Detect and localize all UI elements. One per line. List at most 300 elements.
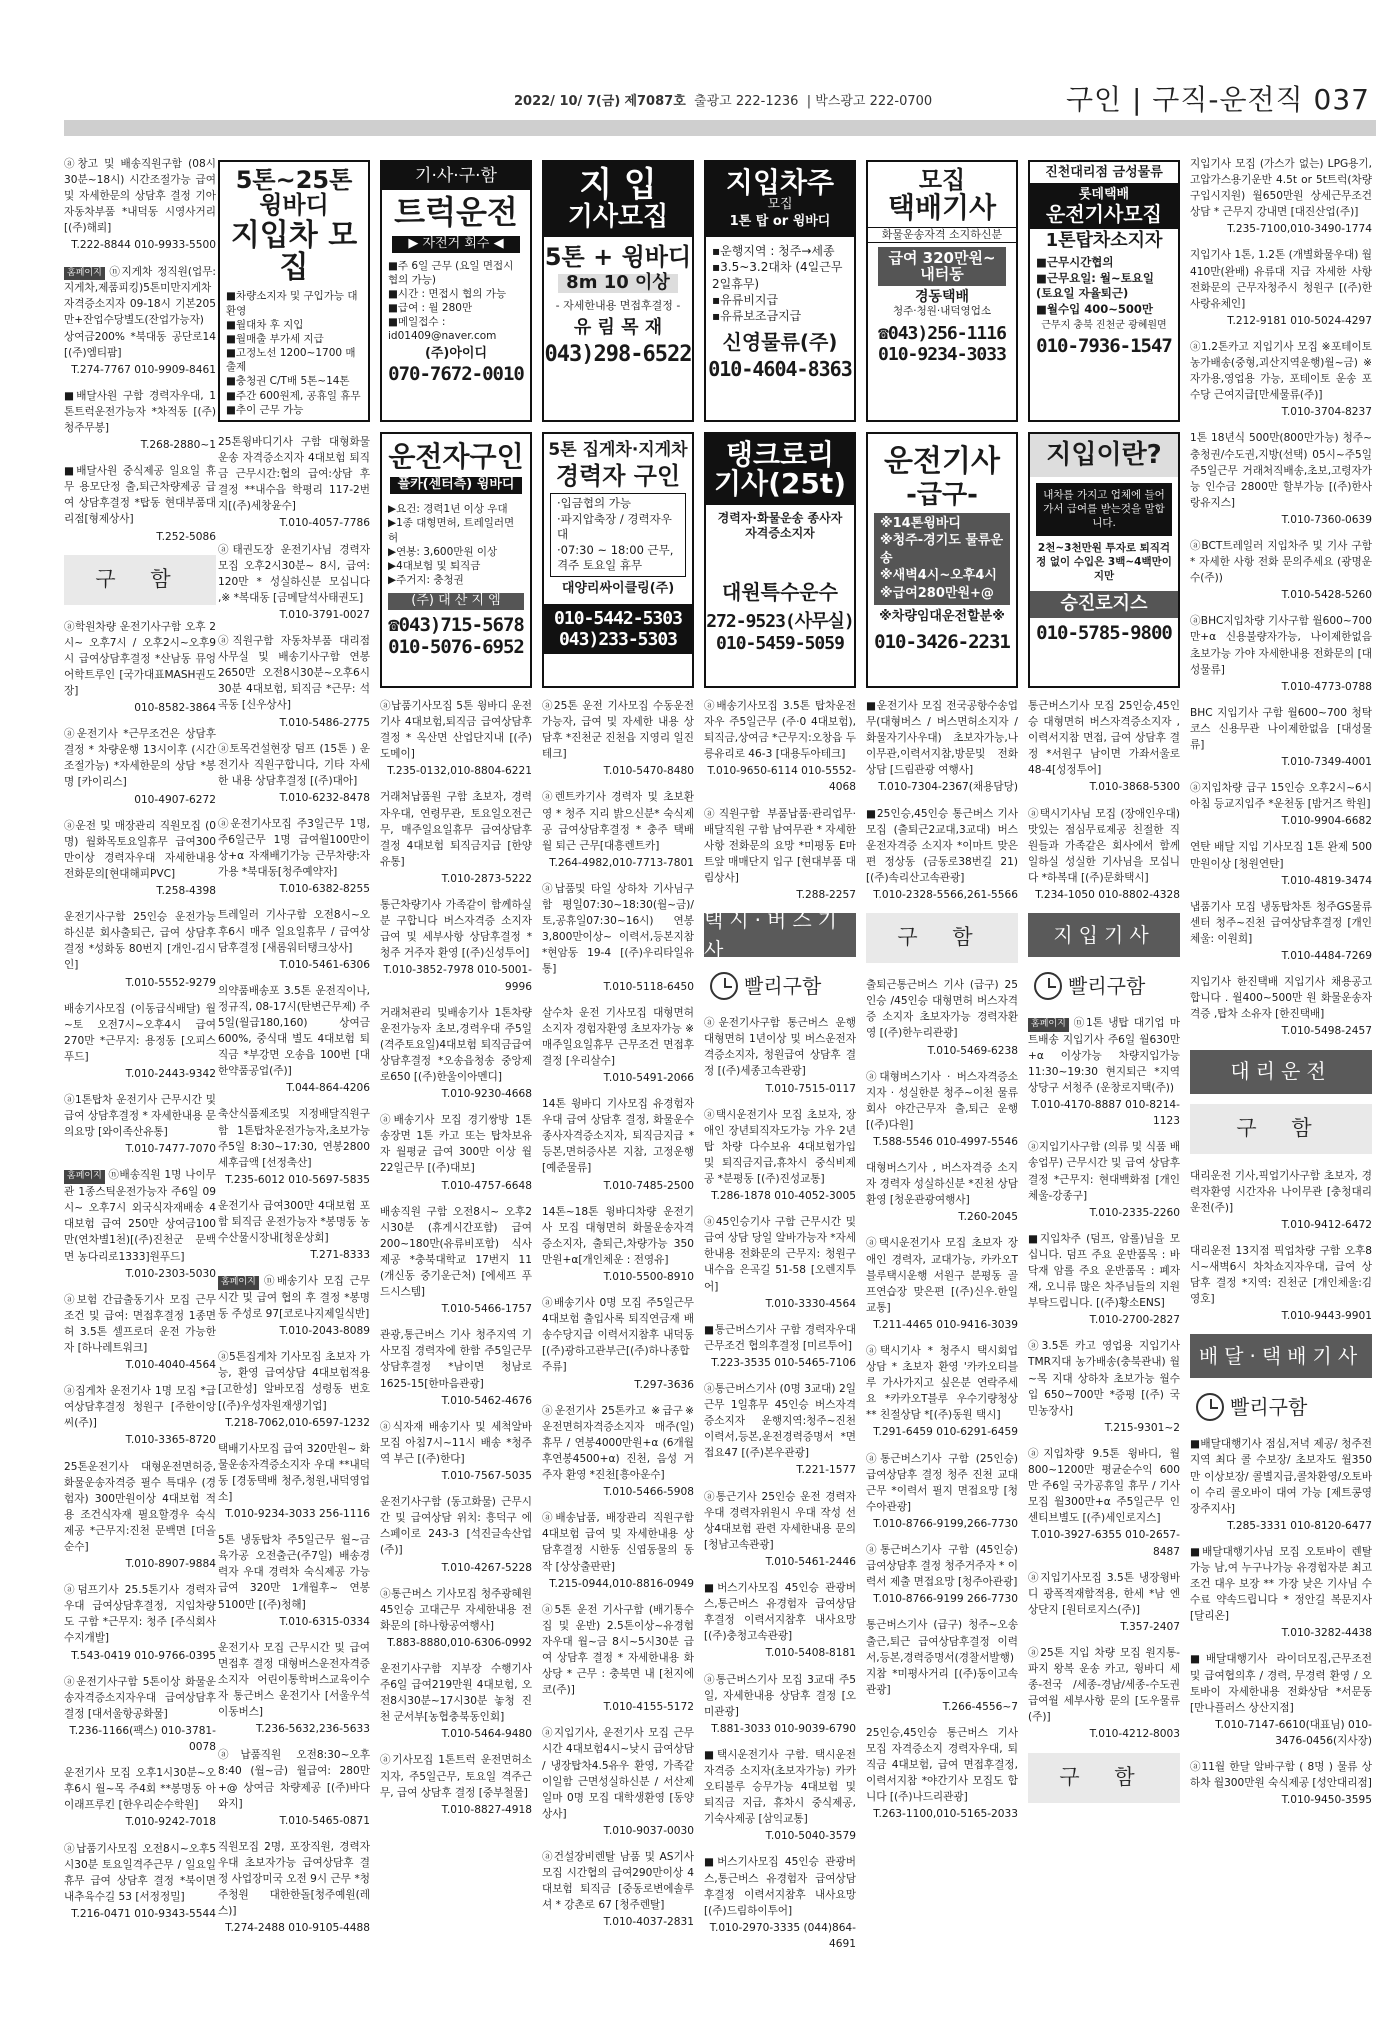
listing-phone: T.010-5461-6306 — [279, 958, 370, 971]
ad-place: 근무지 충북 진천군 광혜원면 — [1041, 320, 1167, 332]
listing-text: ⓐ배송납품, 배장관리 직원구함 4대보험 급여 및 자세한내용 상담후결정 시한동 신엽동물의 동작 [상상출판판] — [542, 1512, 694, 1573]
listing-entry — [64, 156, 216, 254]
listing-entry — [218, 1441, 370, 1522]
listing-phone: T.274-2488 010-9105-4488 — [225, 1922, 370, 1935]
listing-entry — [1028, 1015, 1180, 1129]
listing-phone: T.010-5466-1757 — [441, 1303, 532, 1316]
listing-text: ■배달사원 중식제공 일요일 휴무 용모단정 출,퇴근차량제공 급여 상담후결정 *탑동 현대부품대리점[형제상사] — [64, 465, 216, 526]
listing-column-4 — [542, 698, 694, 2018]
clock-icon — [1034, 972, 1062, 1000]
listing-text: ⓐ지입차량 9.5톤 윙바디, 월800~1200만 평균순수익 600만 주6일 국가공휴일 휴무 / 기사모집 월300만+α 주5일근무 인센티브별도 [(주)세인로지스] — [1028, 1447, 1180, 1525]
urgent-banner — [710, 967, 856, 1005]
ad-jiip-gisa: 지 입 기사모집 5톤 + 윙바디 8m 10 이상 - 자세한내용 면접후결정 - 유 림 목 재 043)298-6522 — [542, 160, 694, 422]
listing-phone: 010-4907-6272 — [134, 793, 216, 806]
listing-text: 14톤~18톤 윙바디차량 운전기사 모집 대형면허 화물운송자격증소지자, 출퇴근,차량가능 350만원+α[개인체운 : 전영유] — [542, 1205, 694, 1266]
listing-entry — [866, 1069, 1018, 1150]
listing-entry — [1190, 899, 1372, 964]
listing-entry — [218, 1349, 370, 1430]
listing-phone: T.010-9234-3033 256-1116 — [225, 1508, 370, 1521]
listing-entry — [542, 698, 694, 779]
ad-title: 5톤 집게차·지게차 — [548, 440, 688, 460]
listing-entry — [218, 1640, 370, 1738]
listing-text: 대리운전 기사,픽업기사구함 초보자, 경력자환영 시간자유 나이무관 [충청대리운전(주)] — [1190, 1169, 1372, 1214]
listing-phone: T.010-2303-5030 — [125, 1267, 216, 1280]
listing-text: ⓐ창고 및 배송직원구함 (08시30분~18시) 시간조절가능 급여 및 자세한문의 상담후 결정 기아자동차부품 *내덕동 시영사거리[(주)해뢰] — [64, 158, 216, 235]
listing-phone: T.010-8827-4918 — [441, 1803, 532, 1816]
listing-text: ■배달대행기사님 모집 오토바이 렌탈 가능 남,여 누구나가능 유경험자분 최고 조건 대우 보장 ** 가장 낮은 기사님 수수료 약속드립니다 * 정안길 복문지사 [달리온] — [1190, 1545, 1372, 1623]
listing-entry — [64, 1383, 216, 1448]
listing-phone: T.266-4556~7 — [942, 1700, 1018, 1713]
listing-entry — [866, 1160, 1018, 1225]
listing-entry — [218, 1106, 370, 1187]
listing-phone: T.010-5498-2457 — [1281, 1025, 1372, 1038]
listing-phone: T.010-5465-0871 — [279, 1814, 370, 1827]
ad-line: ▪운행지역 : 청주→세종 — [712, 244, 835, 259]
ad-line: ※14톤윙바디 — [880, 515, 961, 531]
ad-details — [382, 257, 530, 346]
ad-title: 운전자구인 — [388, 440, 524, 473]
homepage-badge: 홈페이지 — [64, 267, 105, 281]
listing-phone: T.010-9904-6682 — [1281, 815, 1372, 828]
listing-phone: T.218-7062,010-6597-1232 — [225, 1416, 370, 1429]
urgent-label: 빨리구함 — [744, 973, 822, 998]
listing-phone: T.252-5086 — [156, 530, 216, 543]
listing-phone: T.010-5408-8181 — [765, 1647, 856, 1660]
listing-text: ⓐ배송기사 0명 모집 주5일근무 4대보험 출입사록 퇴직연금재 배송수당지급 이력서지참후 내덕동[(주)광하고관부근[(주)하나종합주류] — [542, 1297, 694, 1374]
listing-text: ⓐ납품기사모집 오전8시~오후5시30분 토요일격주근무 / 일요일 휴무 급여 상담후 결정 *북이면 내추육수길 53 [서정정밀] — [64, 1842, 216, 1903]
listing-text: 지입기사 모집 (가스가 없는) LPG용기,고압가스용기운반 4.5t or 5t트럭(차량구입시지원) 월650만원 상세근무조건상담 * 근무지 강내면 [대진산업(주)] — [1190, 158, 1372, 219]
listing-entry — [218, 1532, 370, 1630]
listing-text: ⓐ직원구함 자동차부품 대리점 사무실 및 배송기사구함 연봉 2650만 오전8시30분~오후6시30분 4대보험, 퇴직금 *근무: 석곡동 [신우상사] — [218, 635, 370, 712]
ad-title: 지 입 — [579, 165, 657, 205]
listing-phone: T.235-0132,010-8804-6221 — [387, 765, 532, 778]
ad-details — [382, 500, 530, 589]
listing-phone: T.010-3791-0027 — [279, 608, 370, 621]
listing-entry — [380, 1586, 532, 1651]
listing-text: ⓐ운전 및 매장관리 직원모집 (0명) 월화목토요일휴무 급여300만이상 경력자우대 자세한내용 전화문의[현대해피PVC] — [64, 819, 216, 880]
listing-entry — [1028, 806, 1180, 904]
listing-text: ⓐ직원구함 부품납품·관리업무·배달직원 구함 남여무관 * 자세한 사항 전화문의 요망 *미평동 E마트앞 매매단지 입구 [현대부품 대림상사] — [704, 807, 856, 884]
listing-text: ⓐ25톤 운전 기사모집 수동운전가능자, 급여 및 자세한 내용 상담후 *진천군 진천읍 지영리 일진테크] — [542, 700, 694, 761]
listing-text: 직원모집 2명, 포장직원, 경력자우대 초보자가능 급여상담후 결정 사업장미국 오전 9시 근무 *청주청원 대한한돌[청주예원(레스)] — [218, 1840, 370, 1918]
listing-entry — [64, 264, 216, 378]
listing-phone: T.010-7147-6610(대표님) 010-3476-0456(지사장) — [1215, 1718, 1372, 1747]
clock-icon — [710, 972, 738, 1000]
listing-phone: T.010-3852-7978 010-5001-9996 — [383, 964, 532, 993]
category-header: 대리운전 — [1190, 1050, 1372, 1094]
ad-subtitle: 1톤 탑 or 윙바디 — [729, 214, 831, 230]
listing-phone: T.010-4037-2831 — [603, 1916, 694, 1929]
listing-entry — [218, 1273, 370, 1339]
listing-entry — [704, 1854, 856, 1952]
listing-entry — [1190, 156, 1372, 237]
issue-number: 제7087호 — [624, 94, 686, 109]
ad-line: ·입금협의 가능 — [557, 496, 631, 511]
ad-details — [1030, 253, 1178, 319]
listing-entry — [64, 1841, 216, 1922]
listing-text: ⓐ지입기사구함 (의류 및 식품 배송업무) 근무시간 및 급여 상담후 결정 *근무지: 현대백화점 [개인체울-강종구] — [1028, 1141, 1180, 1202]
listing-phone: T.010-4819-3474 — [1281, 874, 1372, 887]
listing-text: ■배달대행기사 라이더모집,근무조전 및 급여협의후 / 경력, 무경력 환영 / 오토바이 자세한내용 전화상담 *서문동 [만나플러스 상산지점] — [1190, 1653, 1372, 1714]
ad-line: ■고정노선 1200~1700 매출제 — [226, 347, 356, 374]
listing-text: ⓐ지입차량 급구 15인승 오후2시~6시 아침 등교지입주 *운천동 [밤거즈 학원] — [1190, 782, 1372, 811]
listing-entry — [1190, 1759, 1372, 1808]
listing-column-7 — [1028, 698, 1180, 2018]
ad-taekbae-gisa — [866, 160, 1018, 422]
listing-phone: T.883-8880,010-6306-0992 — [387, 1636, 532, 1649]
listing-phone: T.010-5461-2446 — [765, 1555, 856, 1568]
listing-entry — [1190, 1544, 1372, 1642]
ad-phone: 010-5785-9800 — [1036, 622, 1172, 645]
listing-phone: T.010-9242-7018 — [125, 1816, 216, 1829]
listing-phone: T.236-1166(팩스) 010-3781-0078 — [69, 1724, 216, 1754]
ad-urgent-driver — [866, 432, 1018, 688]
listing-entry — [64, 1765, 216, 1830]
page-number: 037 — [1313, 83, 1370, 116]
listing-text: 지입기사 1톤, 1.2톤 (개별화물우대) 월410만(완배) 유류대 지급 자세한 사항 전화문의 근무자청주시 청원구 [(주)한사랑유체인] — [1190, 249, 1372, 310]
listing-entry — [218, 1839, 370, 1937]
listing-entry — [218, 1198, 370, 1263]
ad-line: ■근무시간협의 — [1036, 255, 1114, 270]
listing-entry — [64, 463, 216, 544]
category-header: 구 함 — [1028, 1753, 1180, 1803]
listing-entry — [704, 1322, 856, 1371]
listing-entry — [542, 1602, 694, 1716]
listing-entry — [380, 698, 532, 779]
ad-pay: 급여 320만원~ — [888, 248, 996, 267]
ad-title: 지입차주 — [725, 166, 835, 199]
listing-entry — [380, 1005, 532, 1103]
listing-text: 통근차량기사 가족같이 함께하실분 구합니다 버스자격증 소지자 급여 및 세부사항 상담후결정 * 청주 거주자 환영 [(주)신성투어] — [380, 899, 532, 960]
listing-phone: T.543-0419 010-9766-0395 — [71, 1649, 216, 1662]
listing-entry — [542, 1725, 694, 1839]
ad-company: 대양리싸이클링(주) — [561, 580, 675, 596]
ad-subtitle: 화물운송자격 소지하신분 — [868, 227, 1016, 243]
listing-phone: T.010-5469-6238 — [927, 1044, 1018, 1057]
listing-entry — [64, 726, 216, 807]
listing-phone: T.010-4057-7786 — [279, 517, 370, 530]
listing-phone: T.285-3331 010-8120-6477 — [1227, 1519, 1372, 1532]
listing-phone: T.010-9450-3595 — [1281, 1794, 1372, 1807]
ad-text: 2천~3천만원 투자로 퇴직걱정 없이 수입은 3백~4백만이지만 — [1036, 542, 1172, 582]
listing-entry — [1190, 538, 1372, 603]
listing-phone: T.215-0944,010-8816-0949 — [549, 1577, 694, 1590]
category-header: 배달·택배기사 — [1190, 1334, 1372, 1378]
ad-note: - 자세한내용 면접후결정 - — [555, 299, 681, 313]
listing-entry — [1028, 698, 1180, 796]
listing-phone: T.010-9443-9901 — [1281, 1310, 1372, 1323]
ad-truck-type: 윙바디 — [621, 242, 692, 271]
ad-line: ■충청권 C/T배 5톤~14톤 — [226, 375, 350, 388]
listing-text: ⓐ택시운전기사 모집 초보자 장애인 경력자, 교대가능, 카카오T블루택시운행 서원구 분평동 골프연습장 맞은편 [(주)신우.한일교통] — [866, 1237, 1018, 1314]
listing-text: 1톤 18년식 500만(800만가능) 청주~충청권/수도권,지방(선택) 05시~주5일 주5일근무 거래처직배송,초보,고령자가능 인수금 2800만 할부가능 [(주)한사랑유지스] — [1190, 432, 1372, 509]
listing-phone: T.234-1050 010-8802-4328 — [1035, 889, 1180, 902]
listing-text: ■배달대행기사 점심,저녁 제공/ 청주전지역 최다 콜 수보장/ 초보자도 월350만 이상보장/ 콜별지급,콜차환영/오토바이 수리 콜오바이 대여 가능 [제트콩영장주지사] — [1190, 1438, 1372, 1515]
listing-text: 통근버스기사 모집 25인승,45인승 대형면허 버스자격증소지자 ,이력서지참 면접, 급여 상담후 결정 *서원구 남이면 가좌서울로 48-4[성정투어] — [1028, 700, 1180, 777]
listing-phone: T.260-2045 — [958, 1211, 1018, 1224]
listing-entry — [380, 1419, 532, 1484]
ad-phone: 272-9523(사무실) — [706, 610, 854, 632]
ad-phone: 010-9234-3033 — [878, 343, 1006, 365]
listing-entry — [218, 816, 370, 897]
listing-phone: T.223-3535 010-5465-7106 — [711, 1356, 856, 1369]
listing-phone: T.010-4267-5228 — [441, 1561, 532, 1574]
listing-text: ■25인승,45인승 통근버스 기사 모집 (출퇴근2교대,3교대) 버스운전자격증 소지자 *이마트 맞은편 정상동 (금동로38번길 21) [(주)속리산고속관광] — [866, 807, 1018, 884]
listing-entry — [704, 698, 856, 796]
listing-entry — [64, 1292, 216, 1373]
listing-entry — [1190, 613, 1372, 694]
listing-entry — [64, 1674, 216, 1755]
listing-text: ⓐ운전기사 25톤카고 ※급구※ 운전면허자격증소지자 매주(일)휴무 / 연봉4000만원+α (6개월후연봉4500+α) 진천, 음성 거주자 환영 *진천[흥아운수] — [542, 1404, 694, 1482]
ad-forklift-driver — [542, 432, 694, 688]
listing-phone: T.010-4212-8003 — [1089, 1728, 1180, 1741]
listing-text: ⓐ기사모집 1톤트럭 운전면허소지자, 주5일근무, 토요일 격주근무, 급여 상담후 결정 [중부철물] — [380, 1754, 532, 1799]
listing-entry — [1028, 1338, 1180, 1436]
listing-phone: T.010-5552-9279 — [125, 976, 216, 989]
listing-phone: T.588-5546 010-4997-5546 — [873, 1135, 1018, 1148]
ad-line: ▶주거지: 충청권 — [388, 574, 464, 587]
listing-phone: T.271-8333 — [310, 1249, 370, 1262]
listing-entry — [218, 542, 370, 623]
listing-column-2 — [218, 434, 370, 2018]
ad-line: ■급여 : 월 280만 — [388, 302, 473, 315]
listing-phone: T.010-7360-0639 — [1281, 513, 1372, 526]
listing-entry — [542, 1403, 694, 1501]
listing-text: ■버스기사모집 45인승 관광버스,통근버스 유경험자 급여상담후결정 이력서지참후 내사요망 [(주)드림하이투어] — [704, 1856, 856, 1917]
ad-line: ▪유류보조금지급 — [712, 308, 802, 323]
ad-company: (주) 대 산 지 엠 — [388, 593, 524, 610]
listing-entry — [380, 789, 532, 887]
listing-text: ⓐ통근버스기사 구함 (25인승) 급여상담후 결정 청주 진천 교대근무 *이력서 필지 면접요망 [청수아관광] — [866, 1452, 1018, 1513]
listing-column-6 — [866, 698, 1018, 2018]
listing-text: ■버스기사모집 45인승 관광버스,통근버스 유경험자 급여상담후결정 이력서지참후 내사요망 [(주)충청고속관광] — [704, 1582, 856, 1643]
listing-phone: T.010-9037-0030 — [603, 1824, 694, 1837]
ad-driver-wanted — [380, 432, 532, 688]
listing-entry — [218, 983, 370, 1097]
section-name: 구인 | 구직-운전직 — [1065, 83, 1304, 116]
listing-phone: T.010-4757-6648 — [441, 1179, 532, 1192]
ad-company: 유 림 목 재 — [573, 317, 663, 339]
listing-entry — [542, 1005, 694, 1086]
ad-title: 트럭운전 — [394, 193, 518, 232]
box-ad-phone: 박스광고 222-0700 — [815, 94, 933, 109]
listing-text: 25인승,45인승 통근버스 기사 모집 자격증소지 경력자우대, 퇴직금 4대보험, 급여 면접후결정, 이력서지참 *야간기사 모집도 합니다 [(주)나드리관광] — [866, 1726, 1018, 1804]
ad-title: 기사(25t) — [713, 467, 847, 501]
listing-text: 거래처관리 및배송기사 1톤차량운전가능자 초보,경력우대 주5일(격주토요일)4대보험 퇴직금급여 상담후결정 *오송읍청송 중앙제로650 [(주)한울이아멘디] — [380, 1006, 532, 1083]
homepage-badge: 홈페이지 — [64, 1170, 105, 1184]
ad-line: ■차량소지자 및 구입가능 대환영 — [226, 290, 358, 317]
listing-phone: T.010-5466-5908 — [603, 1486, 694, 1499]
listing-text: 배송기사모집 (이동급식배달) 월~토 오전7시~오후4시 급여 270만 *근무지: 용정동 [오피스푸드] — [64, 1002, 216, 1063]
listing-entry — [704, 1214, 856, 1312]
ad-line: ▶4대보험 및 퇴직금 — [388, 559, 481, 572]
listing-text: ⓐ택시운전기사 모집 초보자, 장애인 장년퇴직자도가능 가우 2년탑 차량 다수보유 4대보험가입 및 퇴직금지급,휴차시 중식비제공 *분평동 [(주)진성교통] — [704, 1108, 856, 1185]
listing-phone: T.010-5491-2066 — [603, 1071, 694, 1084]
listing-phone: T.010-7515-0117 — [765, 1082, 856, 1095]
listing-entry — [218, 907, 370, 972]
listing-phone: T.010-5464-9480 — [441, 1728, 532, 1741]
ad-title: 지입이란? — [1030, 434, 1178, 477]
listing-phone: T.010-6232-8478 — [279, 791, 370, 804]
listing-text: 25톤운전기사 대형운전면허증, 화물운송자격증 필수 특대우 (경험자) 300만원이상 4대보험 적용 조건식자재 필요할경우 숙식제공 *근무지:진천 문백면 [더올순수] — [64, 1460, 216, 1553]
ad-details — [550, 493, 686, 577]
listing-entry — [866, 1725, 1018, 1823]
listing-text: 살수차 운전 기사모집 대형면허소지자 경험자환영 초보자가능 ※매주일요일휴무 근무조건 면접후결정 [우리살수] — [542, 1006, 694, 1067]
listing-entry — [64, 1167, 216, 1281]
listing-entry — [1190, 430, 1372, 528]
listing-phone: T.297-3636 — [634, 1378, 694, 1391]
listing-text: ⓐ택시기사 * 청주시 택시회업 상담 * 초보자 환영 '카카오티블루 가사가지고 싶은분 연락주세요 *카카오T블루 우수기량청상 ** 친절상담 *[(주)동원 택시] — [866, 1345, 1018, 1422]
listing-entry — [542, 1849, 694, 1930]
listing-text: ■택시운전기사 구함. 택시운전자격증 소지자(초보자가능) 카카오티불루 승무가능 4대보험 및 퇴직금 지급, 휴차시 중식제공, 기숙사제공 [삼익교통] — [704, 1748, 856, 1826]
ad-line: ■주 6일 근무 (요일 면접시 협의 가능) — [388, 259, 514, 286]
listing-phone: T.236-5632,236-5633 — [256, 1723, 370, 1736]
ad-what-is-jiip — [1028, 432, 1180, 688]
listing-entry — [380, 1494, 532, 1575]
ad-line: ■근무요일: 월~토요일 (토요일 자율퇴근) — [1036, 270, 1154, 301]
listing-text: ⓐBCT트레일러 지입차주 및 기사 구함 * 자세한 사항 전화 문의주세요 (광명운수(주)) — [1190, 539, 1372, 585]
ad-tonnage: 5톤 — [544, 242, 585, 271]
listing-phone: T.216-0471 010-9343-5544 — [71, 1907, 216, 1920]
ad-header: 진천대리점 금성물류 — [1045, 165, 1163, 180]
listing-text: ■운전기사 모집 전국공항수송업무(대형버스 / 버스면허소지자 / 화물자기사우대) 초보자가능,나이무관,이력서지참,방문및 전화상담 [드림관광 여행사] — [866, 700, 1018, 777]
listing-entry — [218, 1747, 370, 1828]
listing-entry — [1028, 1231, 1180, 1329]
listing-text: 냅품기사 모집 냉동탑차톤 청주GS물류센터 청주~진천 급여상담후결정 [개인체울: 이원희] — [1190, 900, 1372, 945]
listing-phone: T.010-6382-8255 — [279, 883, 370, 896]
listing-text: 운전기사구함 (동고화물) 근무시간 및 급여상담 위치: 흥덕구 에스페이로 243-3 [석진글속산업(주)] — [380, 1496, 532, 1557]
listing-text: BHC 지입기사 구함 월600~700 청탁코스 신용무관 나이제한없음 [대성물류] — [1190, 706, 1372, 751]
ad-line: ▪유류비지급 — [712, 292, 779, 307]
listing-phone: T.010-2873-5222 — [441, 872, 532, 885]
listing-entry — [64, 1092, 216, 1157]
ad-line: ▶연봉: 3,600만원 이상 — [388, 545, 498, 558]
ad-truck-driver — [380, 160, 532, 422]
listing-text: ⓐ운전기사구함 통근버스 운행 대형면허 1년이상 및 버스운전자격증소지자, 청원급여 상담후 결정 [(주)세종고속관광] — [704, 1017, 856, 1078]
ad-subtitle: 풀카(센터측) 윙바디 — [390, 477, 522, 494]
listing-entry — [64, 1582, 216, 1663]
ad-details — [874, 513, 1010, 605]
listing-text: ⓐ렌트카기사 경력자 및 초보환영 * 청주 지리 밝으신분* 숙식제공 급여상담후결정 * 충주 택배 월 퇴근 근무[대흥렌트카] — [542, 791, 694, 852]
listing-text: ■통근버스기사 구함 경력자우대 근무조건 협의후결정 [미르투어] — [704, 1323, 856, 1352]
listing-phone: T.044-864-4206 — [286, 1082, 370, 1095]
ad-line: ▪3.5~3.2대차 (4일근무2일휴무) — [712, 260, 843, 291]
listing-phone: T.235-6012 010-5697-5835 — [225, 1173, 370, 1186]
ad-phone: 010-5459-5059 — [716, 632, 844, 654]
category-header: 구 함 — [1190, 1104, 1372, 1154]
listing-text: ⓐ11월 한달 알바구함 ( 8명 ) 물류 상하차 월300만원 숙식제공 [성안대리점] — [1190, 1761, 1372, 1790]
homepage-badge: 홈페이지 — [1028, 1018, 1069, 1032]
listing-column-3 — [380, 698, 532, 2018]
listing-phone: T.010-8907-9884 — [125, 1558, 216, 1571]
listing-text: ⓐ납품기사모집 5톤 윙바디 운전기사 4대보험,퇴직금 급여상담후 결정 * 옥산면 산업단지내 [(주)도메이] — [380, 700, 532, 761]
ad-logo: 롯데택배 — [1078, 186, 1130, 202]
listing-text: ⓐ25톤 지입 차량 모집 원지통-파지 왕복 운송 카고, 윙바디 세종-전국 /세종-경남/세종-수도권 급여월 세부사항 문의 [도우물류(주)] — [1028, 1646, 1180, 1724]
listing-phone: T.010-5040-3579 — [765, 1830, 856, 1843]
category-header: 지입기사 — [1028, 913, 1180, 957]
listing-phone: T.010-4484-7269 — [1281, 950, 1372, 963]
listing-text: 홈페이지 ⓝ배송기사 모집 근무시간 및 급여 협의 후 결정 *봉명동 주성로 97[코로나지제일식반] — [218, 1275, 370, 1321]
listing-phone: 010-8582-3864 — [134, 702, 216, 715]
listing-entry — [380, 1752, 532, 1817]
ad-line: ■메일접수 : id01409@naver.com — [388, 316, 497, 343]
listing-text: 5톤 냉동탑차 주5일근무 월~금 육가공 오전출근(주7일) 배송경력자 우대 경력차 숙식제공 가능 급여 320만 1개월후~ 연봉 5100만 [(주)청해] — [218, 1534, 370, 1611]
listing-phone: T.010-2970-3335 (044)864-4691 — [709, 1921, 856, 1950]
listing-text: ⓐ통근버스기사 (0명 3교대) 2일근무 1일휴무 45인승 버스자격증소지자 운행지역:청주~진천 이력서,등본,운전경력증명서 *면접요47 [(주)본우관광] — [704, 1383, 856, 1460]
listing-text: ⓐ덤프기사 25.5톤기사 경력자우대 급여상담후결정, 지입차량도 구함 *근무지: 청주 [주식회사 수지개발] — [64, 1584, 216, 1645]
listing-entry — [1190, 1168, 1372, 1233]
listing-entry — [64, 1001, 216, 1082]
listing-entry — [704, 1580, 856, 1661]
listing-phone: T.010-3282-4438 — [1281, 1627, 1372, 1640]
listing-entry — [542, 881, 694, 995]
listing-phone: T.010-7567-5035 — [441, 1470, 532, 1483]
listing-text: 대리운전 13지점 픽업차량 구함 오후8시~새벽6시 차차쇼지자우대, 급여 상담후 결정 *지역: 진천군 [개인체울:김영호] — [1190, 1244, 1372, 1306]
listing-phone: T.010-4040-4564 — [125, 1359, 216, 1372]
listing-entry — [1190, 1436, 1372, 1534]
listing-text: ⓐ5톤 운전 기사구함 (배기통수집 및 운반) 2.5톤이상~유경험자우대 월~금 8시~5시30분 급여 상담후 결정 * 자세한내용 화상당 * 근무 : 충북면 내 [천지에코(주)] — [542, 1603, 694, 1697]
listing-phone: T.010-3704-8237 — [1281, 406, 1372, 419]
listing-text: ■지입차주 (덤프, 암롤)님을 모십니다. 덤프 주요 운반품목 : 바닥재 암롤 주요 운반품목 : 폐자재, 오니류 많은 차주님들의 지원 부탁드립니다. [(주)황소ENS] — [1028, 1232, 1180, 1310]
listing-text: 운전기사 모집 오후1시30분~오후6시 월~목 주4회 **봉명동 아이래프루킨 [한우리순수학원] — [64, 1767, 216, 1812]
listing-entry — [866, 1235, 1018, 1333]
listing-entry — [866, 698, 1018, 796]
listing-text: ⓐ건설장비렌탈 남품 및 AS기사모집 시간협의 급여290만이상 4대보험 퇴직금 [중동로변에솔루셔 * 강촌로 67 [청주렌탈] — [542, 1851, 694, 1912]
listing-phone: T.268-2880~1 — [140, 439, 216, 452]
listing-text: 운전기사구함 지부장 수행기사 주6일 급여219만원 4대보험, 오전8시30분~17시30분 놓청 진천 군서부[농협충북동인회] — [380, 1662, 532, 1724]
listing-text: ⓐ통근버스기사 모집 3교대 주5일, 자세한내용 상담후 결정 [오미관광] — [704, 1673, 856, 1718]
listing-phone: T.215-9301~2 — [1104, 1421, 1180, 1434]
listing-text: ⓐ납품및 타일 상하차 기사님구함 평일07:30~18:30(월~금)/토,공휴일07:30~16시) 연봉 3,800만이상~ 이력서,등본지참 *현암동 19-4 [(주)우리타일유통] — [542, 882, 694, 976]
ad-text: 내차를 가지고 업체에 들어가서 급여를 받는것을 말합니다. — [1036, 483, 1172, 536]
listing-text: 택배기사모집 급여 320만원~ 화물운송자격증소지자 우대 **내덕동 [경동택배 청주,청원,내덕영업소] — [218, 1442, 370, 1504]
listing-entry — [866, 977, 1018, 1058]
listing-text: ⓐ배송기사 모집 경기쌍방 1톤 송장면 1톤 카고 또는 탑차보유자 월평균 급여 300만 이상 월 22일근무 [(주)대보] — [380, 1114, 532, 1175]
listing-text: ■배달사원 구함 경력자우대, 1톤트럭운전가능자 *차적동 [(주)청주무봉] — [64, 389, 216, 434]
listing-text: 트레일러 기사구함 오전8시~오후6시 매주 일요일휴무 / 급여상담후결정 [새롬워터탱크상사] — [218, 909, 370, 954]
listing-entry — [704, 806, 856, 904]
ad-line: ·파지압축장 / 경력자우대 — [557, 511, 672, 542]
listing-phone: T.263-1100,010-5165-2033 — [873, 1808, 1018, 1821]
listing-text: ⓐ보험 간급출동기사 모집 근무조건 및 급여: 면접후결정 1종면허 3.5톤 셀프로더 운전 가능한자 [하나레트워크] — [64, 1293, 216, 1354]
listing-entry — [1028, 1446, 1180, 1560]
listing-phone: T.010-3868-5300 — [1089, 781, 1180, 794]
listing-text: ⓐ집게차 운전기사 1명 모집 *급여상담후결정 청원구 [주한이앙씨(주)] — [64, 1385, 216, 1430]
ad-jiip-chaju — [704, 160, 856, 422]
listing-phone: T.010-5500-8910 — [603, 1271, 694, 1283]
listing-phone: T.010-2043-8089 — [279, 1325, 370, 1338]
listing-text: ⓐ1.2톤카고 지입기사 모집 ※포테이토 농가배송(중형,괴산지역운행)월~금)※ 자가용,영업용 가능, 포테이토 운송 포수당 근여지급[만세물류(주)] — [1190, 340, 1372, 402]
ad-title: 지입차 모집 — [230, 218, 358, 285]
listing-text: 14톤 윙바디 기사모집 유경험자우대 급여 상담후 결정, 화물운수종사자격증소지자, 퇴직금지급 *등본,면허증사본 지참, 고정운행 [예준물류] — [542, 1098, 694, 1175]
listing-text: 축산식품제조및 지정배달직원구함 1톤탑차운전가능자,초보가능 주5일 8:30~17:30, 연봉2800 세후급액 [선정축산] — [218, 1108, 370, 1169]
listing-text: ⓐ지입기사, 운전기사 모집 근무시간 4대보험4시~낮시 급여상담 / 냉장탑차4.5유우 환영, 가족같이일함 근면성실하신분 / 서산제일마 0명 모집 대학생환영 [동양상사] — [542, 1727, 694, 1820]
listing-entry — [64, 619, 216, 717]
listing-phone: T.286-1878 010-4052-3005 — [711, 1190, 856, 1203]
issue-info: 2022/ 10/ 7(금) 제7087호 출광고 222-1236 | 박스광고 222-0700 — [514, 94, 933, 109]
listing-phone: T.010-7485-2500 — [603, 1179, 694, 1192]
listing-text: 관광,통근버스 기사 청주지역 기사모집 경력자에 한함 주5일근무 상담후결정 *남이면 청남로 1625-15[한마음관광] — [380, 1329, 532, 1390]
ad-line: ※급여280만원+@ — [880, 585, 994, 601]
listing-phone: T.235-7100,010-3490-1774 — [1227, 223, 1372, 236]
ad-title: 택배기사 — [887, 191, 997, 225]
listing-text: ⓐ납품직원 오전8:30~오후8:40 (월~금) 월급여: 280만+@ 상여금 차량제공 [(주)바다와지] — [218, 1749, 370, 1810]
listing-entry — [866, 1451, 1018, 1532]
listing-text: 출퇴근통근버스 기사 (급구) 25인승 /45인승 대형면허 버스자격증 소지자 초보자가능 경력자환영 [(주)한누리관광] — [866, 979, 1018, 1040]
listing-entry — [704, 1107, 856, 1205]
listing-entry — [218, 633, 370, 731]
listing-entry — [542, 1204, 694, 1285]
